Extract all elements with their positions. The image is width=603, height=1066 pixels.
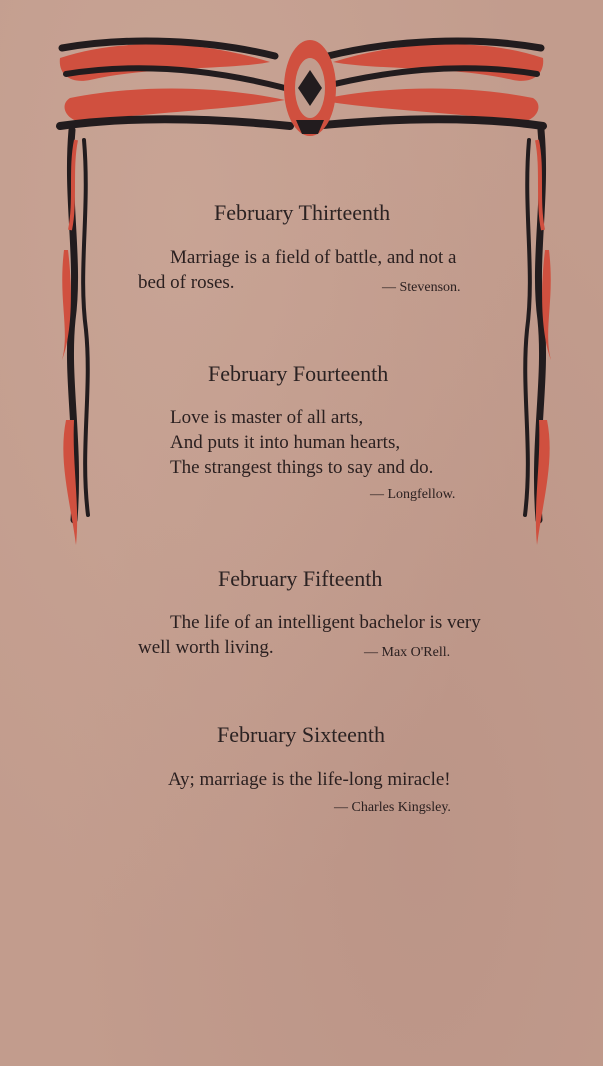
attribution: — Stevenson.	[382, 280, 461, 295]
quote-line: The strangest things to say and do.	[170, 457, 434, 478]
left-border-ornament	[62, 130, 88, 545]
quote-line: Love is master of all arts,	[170, 407, 364, 428]
quote-line: The life of an intelligent bachelor is very	[170, 612, 481, 633]
attribution: — Max O'Rell.	[364, 645, 451, 660]
entry-title: February Fourteenth	[208, 361, 389, 386]
attribution: — Charles Kingsley.	[334, 800, 451, 815]
header-ornament	[60, 40, 543, 136]
quote-line: well worth living.	[138, 637, 274, 658]
quote-line: Ay; marriage is the life-long miracle!	[168, 769, 451, 790]
quote-line: bed of roses.	[138, 272, 235, 293]
quote-line: Marriage is a field of battle, and not a	[170, 247, 457, 268]
attribution: — Longfellow.	[370, 487, 456, 502]
entry-title: February Fifteenth	[218, 566, 383, 591]
quote-line: And puts it into human hearts,	[170, 432, 401, 453]
entry-title: February Thirteenth	[214, 200, 391, 225]
right-border-ornament	[525, 130, 551, 545]
entry-title: February Sixteenth	[217, 722, 386, 747]
